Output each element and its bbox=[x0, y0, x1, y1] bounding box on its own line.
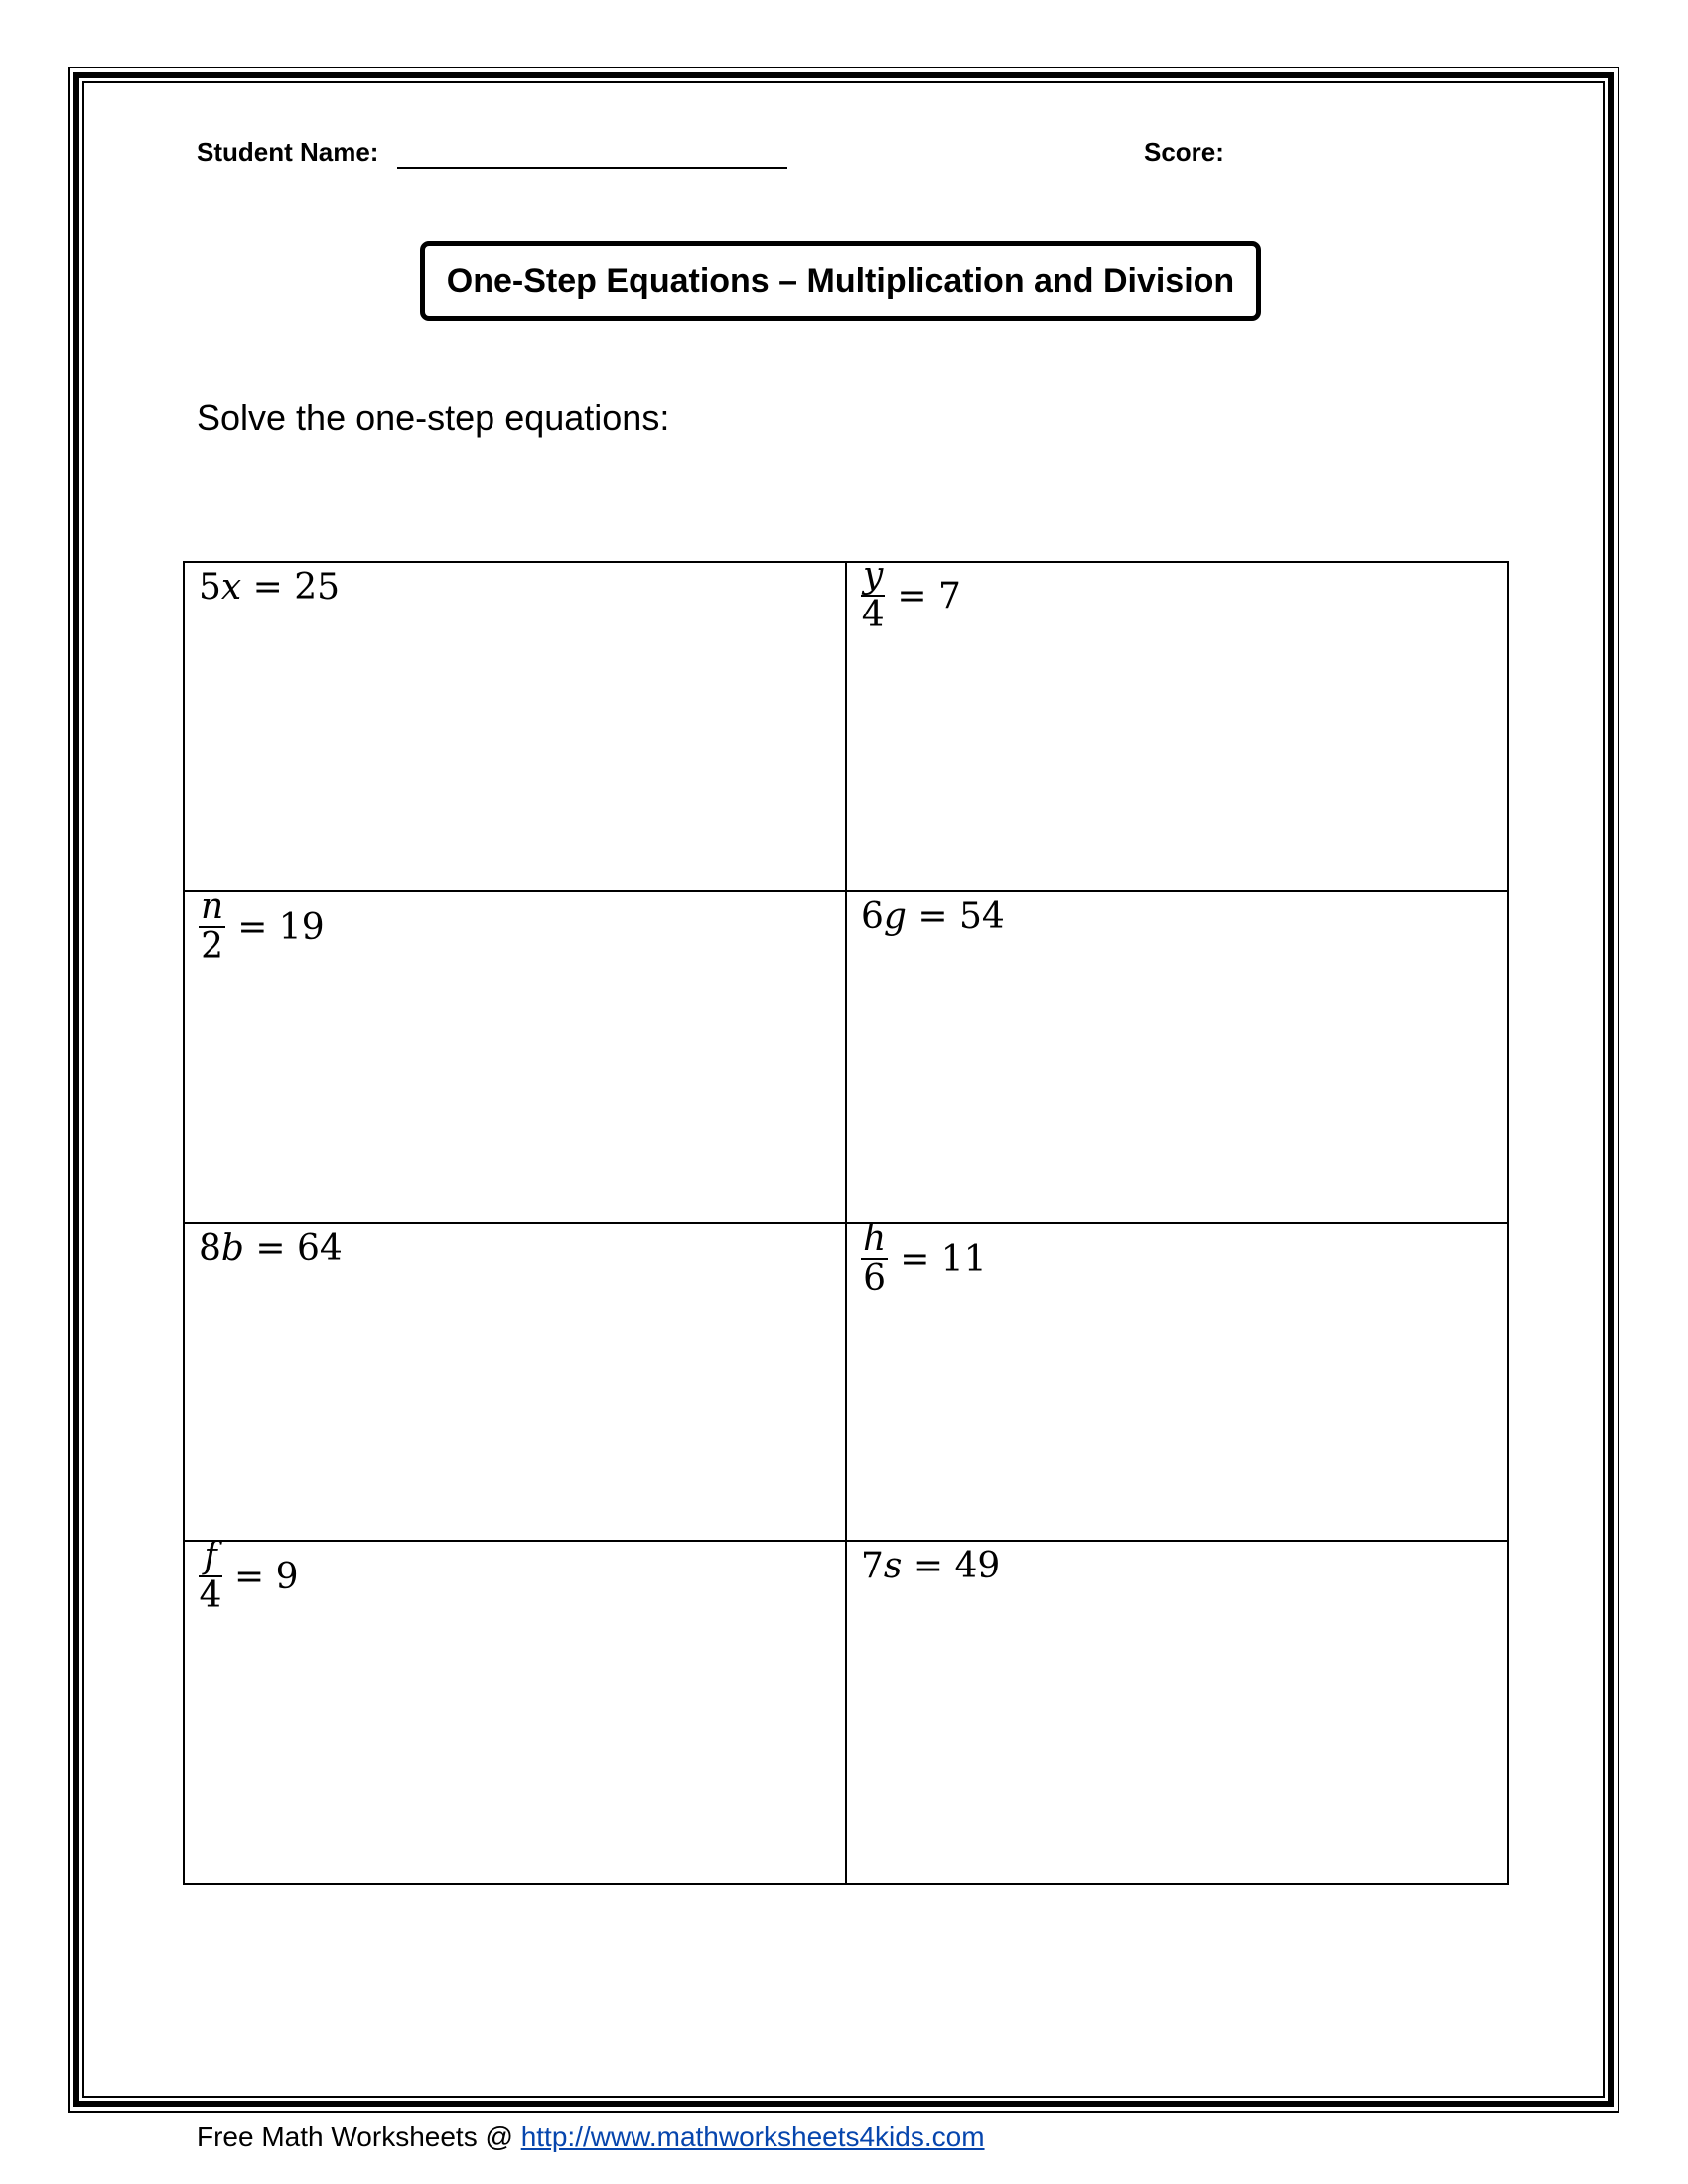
equation bbox=[861, 557, 961, 634]
problem-cell[interactable] bbox=[185, 1536, 847, 1883]
equation bbox=[861, 896, 1005, 937]
right-hand-side: = 64 bbox=[255, 1228, 343, 1269]
numerator: n bbox=[201, 887, 224, 927]
denominator: 6 bbox=[863, 1258, 887, 1298]
worksheet-title bbox=[420, 241, 1261, 321]
footer-prefix: Free Math Worksheets @ bbox=[197, 2121, 521, 2152]
right-hand-side: = 54 bbox=[917, 896, 1005, 937]
footer bbox=[197, 2121, 985, 2153]
worksheet-header bbox=[197, 137, 1231, 177]
variable: s bbox=[883, 1546, 903, 1586]
problem-cell[interactable] bbox=[847, 555, 1509, 890]
problem-row bbox=[185, 555, 1507, 890]
variable: b bbox=[220, 1228, 244, 1269]
equation bbox=[199, 1538, 299, 1615]
coefficient: 8 bbox=[199, 1228, 221, 1269]
problem-grid bbox=[183, 555, 1509, 1885]
right-hand-side: = 11 bbox=[900, 1238, 987, 1280]
student-name-label: Student Name: bbox=[197, 137, 379, 167]
problem-cell[interactable] bbox=[847, 892, 1509, 1222]
equation bbox=[199, 567, 340, 608]
problem-cell[interactable] bbox=[185, 563, 847, 890]
problem-cell[interactable] bbox=[847, 1542, 1509, 1883]
numerator: f bbox=[204, 1536, 217, 1576]
right-hand-side: = 49 bbox=[913, 1546, 1001, 1586]
problem-cell[interactable] bbox=[185, 1224, 847, 1540]
worksheet-title-text: One-Step Equations – Multiplication and Division bbox=[446, 261, 1235, 300]
problem-row bbox=[185, 1536, 1507, 1883]
denominator: 4 bbox=[199, 1575, 222, 1616]
variable: g bbox=[883, 896, 907, 937]
fraction bbox=[199, 888, 225, 966]
coefficient: 5 bbox=[199, 567, 221, 608]
problem-cell[interactable] bbox=[847, 1218, 1509, 1540]
score-label: Score: bbox=[1144, 137, 1224, 167]
equation bbox=[199, 888, 325, 966]
coefficient: 7 bbox=[861, 1546, 884, 1586]
numerator: h bbox=[863, 1218, 887, 1259]
right-hand-side: = 25 bbox=[252, 567, 341, 608]
equation bbox=[861, 1220, 987, 1297]
right-hand-side: = 7 bbox=[897, 575, 961, 616]
fraction bbox=[861, 1220, 888, 1297]
instructions: Solve the one-step equations: bbox=[197, 397, 670, 438]
problem-row bbox=[185, 1218, 1507, 1540]
problem-row bbox=[185, 887, 1507, 1222]
denominator: 4 bbox=[861, 595, 885, 635]
equation bbox=[199, 1228, 343, 1269]
equation bbox=[861, 1546, 1000, 1586]
variable: x bbox=[220, 567, 242, 608]
footer-link[interactable]: http://www.mathworksheets4kids.com bbox=[520, 2121, 985, 2152]
right-hand-side: = 19 bbox=[237, 906, 325, 948]
student-name-field[interactable] bbox=[397, 167, 787, 169]
denominator: 2 bbox=[201, 926, 224, 967]
fraction bbox=[199, 1538, 222, 1615]
right-hand-side: = 9 bbox=[234, 1556, 299, 1597]
problem-cell[interactable] bbox=[185, 887, 847, 1222]
coefficient: 6 bbox=[861, 896, 884, 937]
fraction bbox=[861, 557, 885, 634]
numerator: y bbox=[863, 555, 884, 596]
